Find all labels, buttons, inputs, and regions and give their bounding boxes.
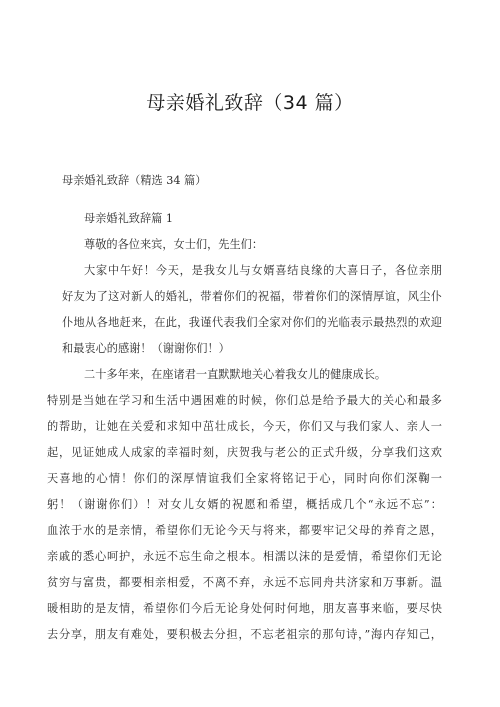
paragraph-line: 特别是当她在学习和生活中遇困难的时候，你们总是给予最大的关心和最多 bbox=[47, 394, 442, 407]
paragraph-line: 血浓于水的是亲情，希望你们无论今天与将来，都要牢记父母的养育之恩， bbox=[47, 524, 442, 537]
page-title: 母亲婚礼致辞（34 篇） bbox=[146, 92, 354, 114]
paragraph-line: 二十多年来，在座诸君一直默默地关心着我女儿的健康成长。 bbox=[84, 368, 387, 381]
paragraph-line: 躬！（谢谢你们）！对女儿女婿的祝愿和希望，概括成几个“永远不忘”： bbox=[47, 498, 442, 511]
section-heading: 母亲婚礼致辞篇 1 bbox=[84, 212, 173, 225]
greeting-line: 尊敬的各位来宾，女士们，先生们： bbox=[84, 238, 264, 251]
paragraph-line: 和最衷心的感谢！（谢谢你们！） bbox=[62, 342, 230, 355]
paragraph-line: 大家中午好！今天，是我女儿与女婿喜结良缘的大喜日子，各位亲朋 bbox=[84, 264, 442, 277]
document-body bbox=[47, 168, 442, 648]
paragraph-line: 亲戚的悉心呵护，永远不忘生命之根本。相濡以沫的是爱情，希望你们无论 bbox=[47, 550, 442, 563]
paragraph-line: 起，见证她成人成家的幸福时刻，庆贺我与老公的正式升级，分享我们这欢 bbox=[47, 446, 442, 459]
paragraph-line: 天喜地的心情！你们的深厚情谊我们全家将铭记于心，同时向你们深鞠一 bbox=[47, 472, 442, 485]
paragraph-line: 贫穷与富贵，都要相亲相爱，不离不弃，永远不忘同舟共济家和万事新。温 bbox=[47, 576, 442, 589]
paragraph-line: 的帮助，让她在关爱和求知中茁壮成长，今天，你们又与我们家人、亲人一 bbox=[47, 420, 442, 433]
paragraph-line: 去分享，朋友有难处，要积极去分担，不忘老祖宗的那句诗，”海内存知己， bbox=[47, 628, 442, 641]
paragraph-line: 暖相助的是友情，希望你们今后无论身处何时何地，朋友喜事来临，要尽快 bbox=[47, 602, 442, 615]
paragraph-line: 仆地从各地赶来，在此，我谨代表我们全家对你们的光临表示最热烈的欢迎 bbox=[62, 316, 442, 329]
paragraph-line: 好友为了这对新人的婚礼，带着你们的祝福，带着你们的深情厚谊，风尘仆 bbox=[62, 290, 442, 303]
document-subtitle: 母亲婚礼致辞（精选 34 篇） bbox=[62, 174, 207, 187]
